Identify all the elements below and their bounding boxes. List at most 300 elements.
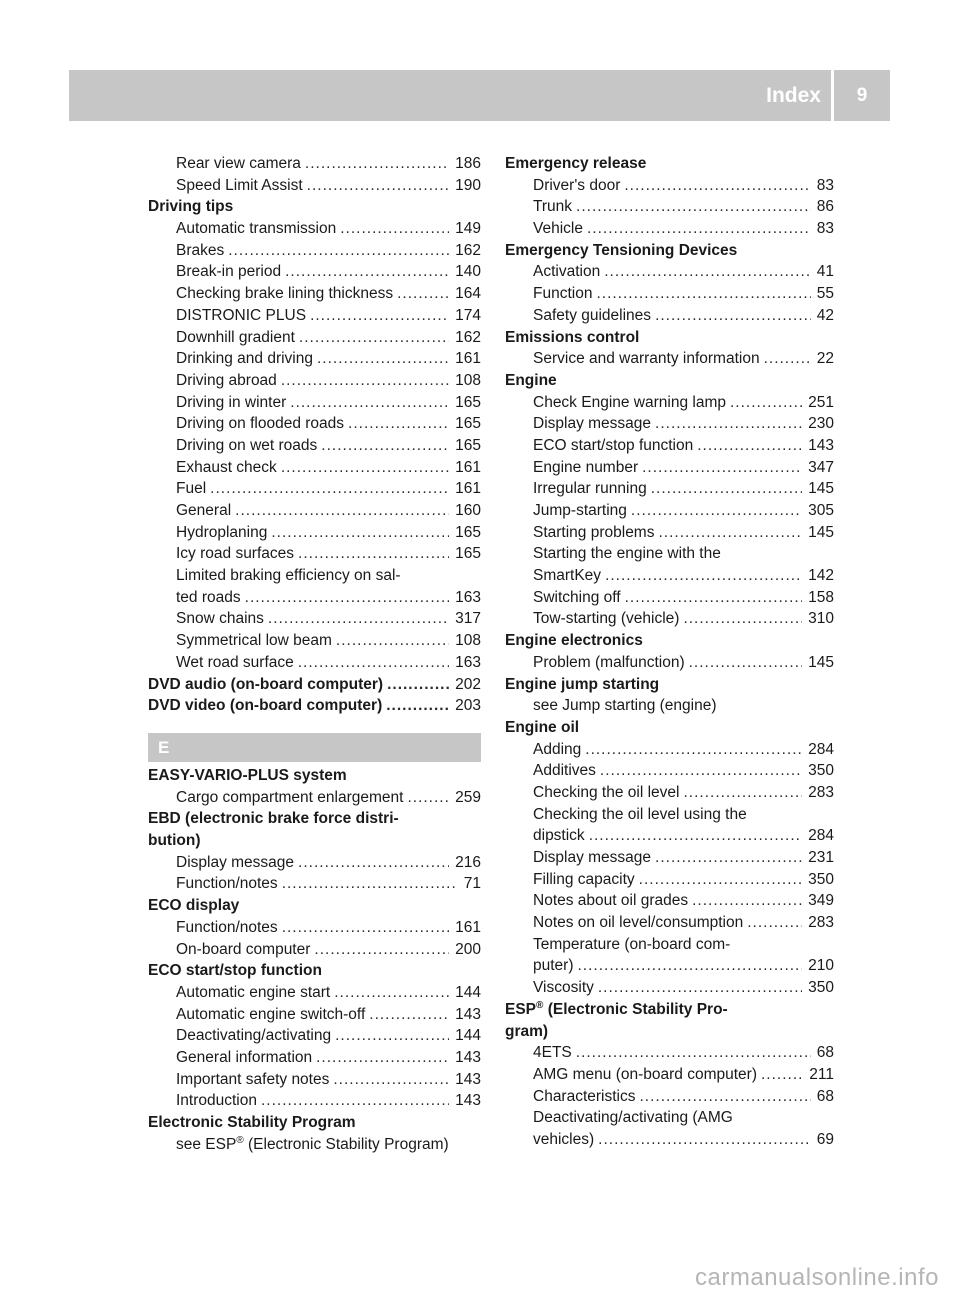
watermark: carmanualsonline.info [695,1264,939,1291]
dot-leader [639,869,802,891]
index-heading: Emergency release [505,155,647,172]
dot-leader [625,587,803,609]
index-column-left-bottom [148,765,481,1155]
index-entry [148,283,481,305]
entry-label: Trunk [533,198,573,216]
page-reference: 347 [808,458,834,476]
index-heading: Engine jump starting [505,675,660,693]
dot-leader [598,1129,811,1151]
entry-label: Viscosity [533,979,594,997]
index-entry [505,261,834,283]
dot-leader [655,847,802,869]
entry-label: Automatic engine switch-off [176,1005,366,1023]
dot-leader [689,652,803,674]
entry-label: Display message [533,415,652,433]
page-reference: 149 [455,220,481,238]
page-number: 9 [856,84,868,106]
index-heading: bution) [148,832,201,850]
header-bar [69,70,890,121]
entry-label: Function/notes [176,918,278,936]
dot-leader [336,630,449,652]
entry-label: DVD audio (on-board computer) [148,675,384,693]
dot-leader [281,457,449,479]
entry-label: AMG menu (on-board computer) [533,1065,757,1083]
dot-leader [282,873,458,895]
dot-leader [596,283,810,305]
index-entry [505,522,834,544]
page-reference: 350 [808,762,834,780]
dot-leader [321,435,449,457]
dot-leader [655,305,811,327]
index-entry [148,939,481,961]
dot-leader [642,457,802,479]
dot-leader [228,240,449,262]
page-reference: 144 [455,983,481,1001]
page-reference: 143 [455,1048,481,1066]
entry-label: Problem (malfunction) [533,653,685,671]
entry-label: Downhill gradient [176,328,295,346]
entry-label: Automatic transmission [176,220,337,238]
dot-leader [651,478,802,500]
dot-leader [655,413,802,435]
page-reference: 164 [455,285,481,303]
dot-leader [281,370,449,392]
page-reference: 108 [455,371,481,389]
dot-leader [333,1069,449,1091]
dot-leader [298,543,449,565]
index-entry [148,608,481,630]
entry-label: Snow chains [176,610,264,628]
index-entry [148,1025,481,1047]
dot-leader [683,608,802,630]
index-entry [148,1047,481,1069]
page-reference: 174 [455,306,481,324]
dot-leader [658,522,802,544]
page-reference: 163 [455,588,481,606]
entry-label: Brakes [176,241,225,259]
index-entry [148,435,481,457]
entry-label: Speed Limit Assist [176,176,303,194]
index-heading: Electronic Stability Program [148,1114,356,1131]
index-subentry: see Jump starting (engine) [533,697,717,715]
index-column-right [505,153,834,1151]
dot-leader [316,1047,449,1069]
index-entry [505,348,834,370]
entry-label: Display message [176,853,295,871]
index-heading-entry [148,695,481,717]
dot-leader [317,348,449,370]
entry-label: Display message [533,849,652,866]
entry-label: 4ETS [533,1044,572,1062]
index-column-left-top [148,153,481,717]
dot-leader [268,608,449,630]
index-entry [505,782,834,804]
dot-leader [605,565,802,587]
dot-leader [747,912,802,934]
entry-label: Activation [533,263,601,281]
entry-label: Jump-starting [533,502,627,519]
dot-leader [298,852,449,874]
index-heading: Engine oil [505,718,580,736]
index-entry [148,327,481,349]
index-entry [148,218,481,240]
index-entry [148,630,481,652]
index-entry [148,982,481,1004]
page-reference: 55 [816,285,834,303]
entry-label: Exhaust check [176,458,277,476]
page-reference: 42 [816,306,834,324]
index-heading: ECO start/stop function [148,962,322,980]
entry-label: Engine number [533,458,639,476]
page-reference: 350 [808,979,834,997]
entry-label: Deactivating/activating [176,1027,332,1045]
entry-label: see ESP [176,1135,237,1153]
entry-label: SmartKey [533,567,602,585]
index-entry [148,873,481,895]
entry-label: vehicles) [533,1130,595,1148]
index-entry [505,305,834,327]
page-reference: 71 [463,875,481,893]
index-entry [505,977,834,999]
page-reference: 161 [455,350,481,368]
index-subentry [148,1134,481,1156]
page-reference: 144 [455,1027,481,1045]
dot-leader [271,522,449,544]
entry-label: Cargo compartment enlargement [176,788,404,806]
page-reference: 143 [808,436,834,454]
page-reference: 163 [455,653,481,671]
dot-leader [334,982,449,1004]
dot-leader [640,1086,811,1108]
page-reference: 310 [808,610,834,628]
index-entry [505,1042,834,1064]
index-heading: gram) [505,1022,549,1040]
page-reference: 143 [455,1005,481,1023]
entry-label: Driving abroad [176,371,277,389]
page-reference: 190 [455,176,481,194]
entry-label: Driving on flooded roads [176,415,345,433]
page-reference: 83 [816,176,834,194]
letter-section-header: E [148,733,481,762]
entry-label: Safety guidelines [533,306,652,324]
entry-label: Icy road surfaces [176,545,295,563]
page-reference: 305 [808,502,834,519]
page-reference: 161 [455,480,481,498]
index-entry [505,825,834,847]
index-entry [148,457,481,479]
entry-label: Introduction [176,1092,257,1110]
registered-mark: ® [236,1134,244,1146]
entry-label: Check Engine warning lamp [533,393,726,411]
page-reference: 162 [455,328,481,346]
entry-label-rest: (Electronic Stability Pro- [543,1000,728,1018]
index-entry [148,370,481,392]
entry-label: Characteristics [533,1087,636,1105]
page-reference: 186 [455,155,481,172]
dot-leader [730,392,802,414]
dot-leader [576,196,811,218]
dot-leader [245,587,449,609]
entry-label: Notes about oil grades [533,892,689,910]
entry-label: Important safety notes [176,1070,330,1088]
index-heading: Emergency Tensioning Devices [505,241,738,259]
entry-label: Starting problems [533,523,655,541]
entry-label: dipstick [533,827,585,845]
index-entry [505,392,834,414]
page-reference: 86 [816,198,834,216]
page-reference: 202 [455,675,481,693]
page-reference: 143 [455,1070,481,1088]
index-entry [505,608,834,630]
page-reference: 203 [455,697,481,715]
entry-label: puter) [533,957,574,975]
dot-leader [397,283,449,305]
index-entry [148,500,481,522]
entry-label: Additives [533,762,596,780]
dot-leader [210,478,449,500]
entry-label: Break-in period [176,263,282,281]
page-reference: 211 [809,1065,834,1083]
page-reference: 165 [455,545,481,563]
page-reference: 216 [455,853,481,871]
page-reference: 165 [455,523,481,541]
dot-leader [624,175,810,197]
page-reference: 22 [816,350,834,368]
index-entry [148,522,481,544]
page-reference: 284 [808,827,834,845]
index-heading: EASY-VARIO-PLUS system [148,767,347,784]
page-reference: 108 [455,632,481,650]
dot-leader [285,261,449,283]
index-entry [505,478,834,500]
index-entry [148,543,481,565]
index-entry [505,500,834,522]
index-entry [148,587,481,609]
index-heading: EBD (electronic brake force distri- [148,810,399,828]
index-entry [505,1129,834,1151]
dot-leader [631,500,802,522]
entry-label: Adding [533,740,582,758]
index-entry [505,955,834,977]
page-reference: 68 [816,1087,834,1105]
index-entry [148,1069,481,1091]
page-reference: 350 [808,870,834,888]
page-reference: 165 [455,436,481,454]
entry-label: Checking brake lining thickness [176,285,394,303]
index-entry [148,652,481,674]
index-entry [505,890,834,912]
index-entry [505,587,834,609]
index-heading: Engine [505,371,557,389]
index-entry [148,787,481,809]
index-entry [505,565,834,587]
index-entry [148,917,481,939]
index-entry [148,261,481,283]
index-heading-entry [148,674,481,696]
page-reference: 161 [455,918,481,936]
index-entry [148,305,481,327]
index-entry [148,153,481,175]
page-reference: 145 [808,653,834,671]
page-reference: 231 [808,849,834,866]
dot-leader [692,890,802,912]
page-reference: 41 [816,263,834,281]
entry-label: Switching off [533,588,621,606]
entry-label: Driving in winter [176,393,287,411]
dot-leader [604,261,811,283]
page-reference: 251 [808,393,834,411]
page-reference: 143 [455,1092,481,1110]
index-entry [505,847,834,869]
entry-label: Rear view camera [176,155,301,172]
index-subentry: Temperature (on-board com- [533,935,731,953]
entry-label: Function [533,285,593,303]
dot-leader [683,782,802,804]
index-entry [148,852,481,874]
dot-leader [310,305,449,327]
index-entry [148,1004,481,1026]
entry-label: On-board computer [176,940,311,958]
entry-label: ted roads [176,588,241,606]
section-title: Index [766,83,821,107]
index-entry [148,240,481,262]
page-reference: 68 [816,1044,834,1062]
entry-label: Wet road surface [176,653,294,671]
dot-leader [298,652,449,674]
index-heading: ECO display [148,897,240,915]
entry-label: General [176,502,232,519]
index-heading: Engine electronics [505,632,643,650]
index-entry [148,392,481,414]
page-reference: 160 [455,502,481,519]
registered-mark: ® [536,999,544,1011]
dot-leader [764,348,811,370]
dot-leader [600,760,802,782]
entry-label: Notes on oil level/consumption [533,914,744,932]
entry-label: Automatic engine start [176,983,331,1001]
dot-leader [261,1090,449,1112]
entry-label: Vehicle [533,220,583,238]
index-entry [505,1064,834,1086]
page-reference: 283 [808,783,834,801]
index-entry [505,739,834,761]
entry-label: ESP [505,1000,537,1018]
dot-leader [697,435,802,457]
dot-leader [282,917,449,939]
index-subentry: Limited braking efficiency on sal- [176,567,401,585]
dot-leader [335,1025,449,1047]
page-reference: 145 [808,523,834,541]
page-reference: 158 [808,588,834,606]
page-reference: 142 [808,567,834,585]
entry-label: Irregular running [533,480,647,498]
index-entry [505,218,834,240]
entry-label: Symmetrical low beam [176,632,332,650]
index-subentry: Starting the engine with the [533,545,721,563]
page-reference: 200 [455,940,481,958]
entry-label: Hydroplaning [176,523,268,541]
index-entry [505,1086,834,1108]
entry-label: Filling capacity [533,870,635,888]
entry-label: General information [176,1048,313,1066]
index-heading: Emissions control [505,328,640,346]
index-entry [148,413,481,435]
entry-label: Fuel [176,480,207,498]
dot-leader [585,739,802,761]
dot-leader [589,825,802,847]
index-entry [505,175,834,197]
page-reference: 230 [808,415,834,433]
index-subentry: Checking the oil level using the [533,805,747,823]
page-reference: 145 [808,480,834,498]
index-entry [148,478,481,500]
page-reference: 161 [455,458,481,476]
page-reference: 317 [455,610,481,628]
page-reference: 283 [808,914,834,932]
index-heading [505,999,834,1021]
page-reference: 162 [455,241,481,259]
dot-leader [587,218,811,240]
page-reference: 165 [455,415,481,433]
dot-leader [235,500,449,522]
dot-leader [299,327,449,349]
entry-label: Driving on wet roads [176,436,318,454]
dot-leader [407,787,449,809]
entry-label: Checking the oil level [533,783,680,801]
dot-leader [387,674,449,696]
dot-leader [598,977,802,999]
index-entry [505,869,834,891]
index-entry [505,196,834,218]
page-reference: 259 [455,788,481,806]
index-entry [148,1090,481,1112]
entry-label: DISTRONIC PLUS [176,306,307,324]
page-reference: 349 [808,892,834,910]
dot-leader [386,695,449,717]
dot-leader [290,392,449,414]
dot-leader [578,955,803,977]
page-reference: 165 [455,393,481,411]
index-entry [148,348,481,370]
index-entry [148,175,481,197]
page-reference: 284 [808,740,834,758]
entry-label: DVD video (on-board computer) [148,697,383,715]
entry-label: Function/notes [176,875,278,893]
index-heading: Driving tips [148,198,234,216]
dot-leader [761,1064,803,1086]
dot-leader [340,218,449,240]
entry-label: ECO start/stop function [533,436,694,454]
dot-leader [369,1004,449,1026]
index-entry [505,912,834,934]
page-reference: 210 [808,957,834,975]
dot-leader [305,153,449,175]
page-reference: 140 [455,263,481,281]
dot-leader [307,175,449,197]
index-entry [505,760,834,782]
dot-leader [314,939,449,961]
index-entry [505,413,834,435]
index-entry [505,283,834,305]
index-entry [505,435,834,457]
index-entry [505,457,834,479]
dot-leader [348,413,449,435]
entry-label: Driver's door [533,176,621,194]
entry-label-rest: (Electronic Stability Program) [243,1135,449,1153]
entry-label: Drinking and driving [176,350,313,368]
index-subentry: Deactivating/activating (AMG [533,1109,733,1127]
index-entry [505,652,834,674]
